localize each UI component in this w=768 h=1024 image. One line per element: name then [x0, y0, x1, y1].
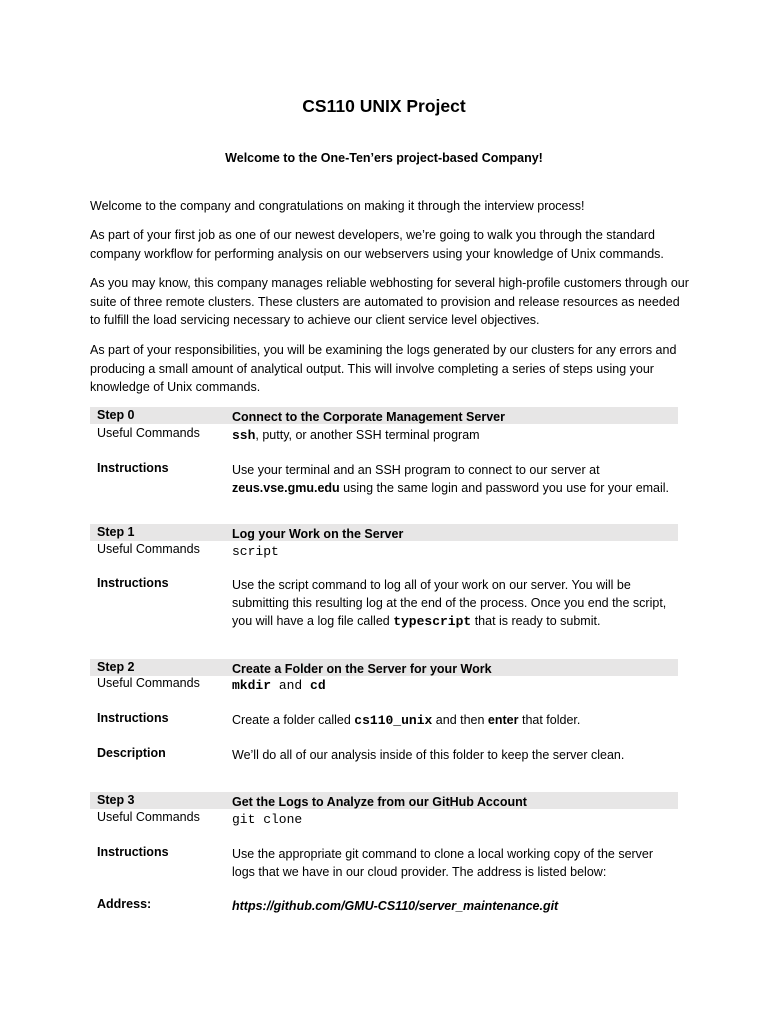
step-1-typescript-code: typescript	[393, 614, 472, 629]
step-0-label: Step 0	[97, 408, 135, 422]
step-2-label: Step 2	[97, 660, 135, 674]
step-2-command-and: and	[271, 678, 311, 693]
step-2-instructions-text-e: that folder.	[518, 713, 581, 727]
step-0-command-rest: , putty, or another SSH terminal program	[255, 428, 480, 442]
step-3-heading: Get the Logs to Analyze from our GitHub Account	[232, 795, 527, 809]
step-2-enter-word: enter	[487, 713, 519, 727]
step-2-command-mkdir: mkdir	[232, 678, 272, 693]
step-1-instructions-text-c: that is ready to submit.	[471, 614, 601, 628]
step-2-header	[90, 659, 678, 676]
step-0-header	[90, 407, 678, 424]
step-1-heading: Log your Work on the Server	[232, 527, 404, 541]
step-0-commands	[232, 426, 678, 445]
step-2-instructions-text-a: Create a folder called	[232, 713, 355, 727]
step-2-instructions	[232, 711, 678, 730]
step-3-instructions-label: Instructions	[97, 845, 169, 859]
step-0-instructions	[232, 461, 678, 497]
step-2-folder-name: cs110_unix	[354, 713, 433, 728]
step-3-repository-address[interactable]: https://github.com/GMU-CS110/server_maintenance.git	[232, 899, 559, 913]
intro-paragraph-2: As part of your first job as one of our newest developers, we’re going to walk you through the standard company workflow for performing analysis on our webservers using your knowledge of Unix commands.	[90, 228, 664, 261]
step-1-commands-label: Useful Commands	[97, 542, 200, 556]
step-3-header	[90, 792, 678, 809]
step-2-instructions-text-c: and then	[432, 713, 488, 727]
step-3-address-label: Address:	[97, 897, 152, 911]
step-2-command-cd: cd	[310, 678, 326, 693]
step-0-commands-label: Useful Commands	[97, 426, 200, 440]
step-3-instructions: Use the appropriate git command to clone a local working copy of the server logs that we have in our cloud provider. The address is listed below:	[232, 847, 654, 879]
step-2-description-label: Description	[97, 746, 166, 760]
step-3-commands-label: Useful Commands	[97, 810, 200, 824]
step-2-description: We’ll do all of our analysis inside of this folder to keep the server clean.	[232, 748, 625, 762]
step-1-command-code: script	[232, 544, 279, 559]
step-2-commands-label: Useful Commands	[97, 676, 200, 690]
step-1-instructions-label: Instructions	[97, 576, 169, 590]
document-subtitle: Welcome to the One-Ten’ers project-based Company!	[225, 151, 543, 165]
step-1-instructions-text-a: Use the script command to log all of your work on our server. You will be submitting this resulting log at the end of the process. Once you end the script, you will have a log file called	[232, 578, 667, 628]
step-1-label: Step 1	[97, 525, 135, 539]
step-0-server-address: zeus.vse.gmu.edu	[232, 481, 340, 495]
step-0-instructions-label: Instructions	[97, 461, 169, 475]
step-0-instructions-text-a: Use your terminal and an SSH program to connect to our server at	[232, 463, 600, 477]
step-2-instructions-label: Instructions	[97, 711, 169, 725]
step-3-commands	[232, 810, 678, 829]
step-0-instructions-text-c: using the same login and password you use for your email.	[339, 481, 670, 495]
step-0-heading: Connect to the Corporate Management Server	[232, 410, 505, 424]
step-1-commands	[232, 542, 678, 561]
document-title: CS110 UNIX Project	[302, 96, 466, 116]
step-3-label: Step 3	[97, 793, 135, 807]
intro-paragraph-3: As you may know, this company manages reliable webhosting for several high-profile customers through our suite of three remote clusters. These clusters are automated to provision and release resources as needed to fulfill the load servicing necessary to achieve our client service level objectives.	[90, 276, 689, 327]
intro-paragraph-4: As part of your responsibilities, you will be examining the logs generated by our clusters for any errors and producing a small amount of analytical output. This will involve completing a series of steps using your knowledge of Unix commands.	[90, 343, 677, 394]
step-2-heading: Create a Folder on the Server for your Work	[232, 662, 492, 676]
step-1-header	[90, 524, 678, 541]
step-0-command-code: ssh	[232, 428, 256, 443]
step-3-command-code: git clone	[232, 812, 303, 827]
step-1-instructions	[232, 576, 678, 631]
step-2-commands	[232, 676, 678, 695]
intro-paragraph-1: Welcome to the company and congratulations on making it through the interview process!	[90, 199, 585, 213]
